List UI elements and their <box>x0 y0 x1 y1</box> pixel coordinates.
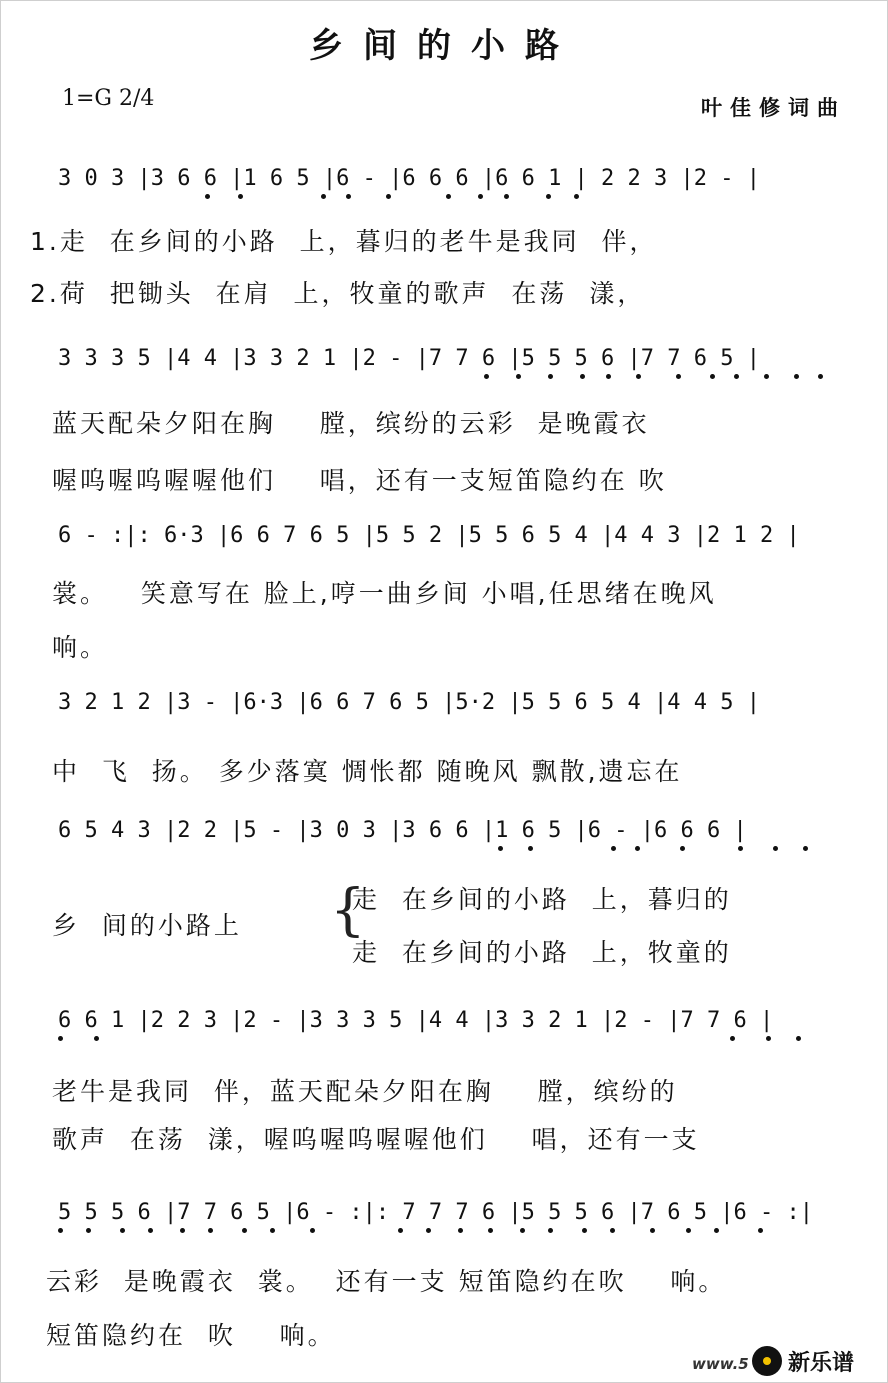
lyric-line-5-verse-1: 走 在乡间的小路 上，暮归的 <box>352 885 732 914</box>
low-octave-dots-5 <box>58 846 838 854</box>
verse-brace: { <box>330 878 366 943</box>
lyric-line-2-verse-1: 蓝天配朵夕阳在胸 膛，缤纷的云彩 是晚霞衣 <box>52 409 650 438</box>
low-octave-dots-2 <box>58 374 838 382</box>
low-octave-dots-6 <box>58 1036 838 1044</box>
lyric-line-5-shared: 乡 间的小路上 <box>52 911 242 940</box>
low-octave-dots-1 <box>58 194 838 202</box>
notation-line-7: 5 5 5 6 |7 7 6 5 |6 - :|: 7 7 7 6 |5 5 5 6 |7 6 5 |6 - :| <box>58 1200 813 1225</box>
notation-line-4: 3 2 1 2 |3 - |6·3 |6 6 7 6 5 |5·2 |5 5 6 5 4 |4 4 5 | <box>58 690 760 715</box>
notation-line-3: 6 - :|: 6·3 |6 6 7 6 5 |5 5 2 |5 5 6 5 4 |4 4 3 |2 1 2 | <box>58 523 800 548</box>
lyric-line-5-verse-2: 走 在乡间的小路 上，牧童的 <box>352 938 732 967</box>
lyric-line-1-verse-2: 2.荷 把锄头 在肩 上，牧童的歌声 在荡 漾， <box>30 279 646 308</box>
notation-line-5: 6 5 4 3 |2 2 |5 - |3 0 3 |3 6 6 |1 6 5 |6 - |6 6 6 | <box>58 818 747 843</box>
site-logo <box>752 1343 882 1379</box>
composer-credit: 叶佳修词曲 <box>701 95 846 120</box>
song-title: 乡间的小路 <box>309 26 579 66</box>
key-signature: 1=G 2/4 <box>62 86 155 111</box>
lyric-line-1-verse-1: 1.走 在乡间的小路 上，暮归的老牛是我同 伴， <box>30 227 658 256</box>
lyric-line-7-verse-1: 云彩 是晚霞衣 裳。 还有一支 短笛隐约在吹 响。 <box>46 1267 727 1296</box>
watermark-url: www.5 <box>692 1355 749 1373</box>
site-logo-text: 新乐谱 <box>788 1350 855 1376</box>
record-disc-icon <box>752 1346 782 1376</box>
notation-line-6: 6 6 1 |2 2 3 |2 - |3 3 3 5 |4 4 |3 3 2 1 |2 - |7 7 6 | <box>58 1008 774 1033</box>
lyric-line-6-verse-2: 歌声 在荡 漾，喔呜喔呜喔喔他们 唱，还有一支 <box>52 1125 700 1154</box>
lyric-line-3-verse-1: 裳。 笑意写在 脸上,哼一曲乡间 小唱,任思绪在晚风 <box>52 579 717 608</box>
notation-line-2: 3 3 3 5 |4 4 |3 3 2 1 |2 - |7 7 6 |5 5 5 6 |7 7 6 5 | <box>58 346 760 371</box>
low-octave-dots-7 <box>58 1228 838 1236</box>
lyric-line-7-verse-2: 短笛隐约在 吹 响。 <box>46 1321 336 1350</box>
lyric-line-6-verse-1: 老牛是我同 伴，蓝天配朵夕阳在胸 膛，缤纷的 <box>52 1077 678 1106</box>
notation-line-1: 3 0 3 |3 6 6 |1 6 5 |6 - |6 6 6 |6 6 1 | 2 2 3 |2 - | <box>58 166 760 191</box>
lyric-line-3-verse-2: 响。 <box>52 633 109 662</box>
lyric-line-2-verse-2: 喔呜喔呜喔喔他们 唱，还有一支短笛隐约在 吹 <box>52 466 667 495</box>
lyric-line-4-verse-1: 中 飞 扬。 多少落寞 惆怅都 随晚风 飘散,遗忘在 <box>52 757 683 786</box>
